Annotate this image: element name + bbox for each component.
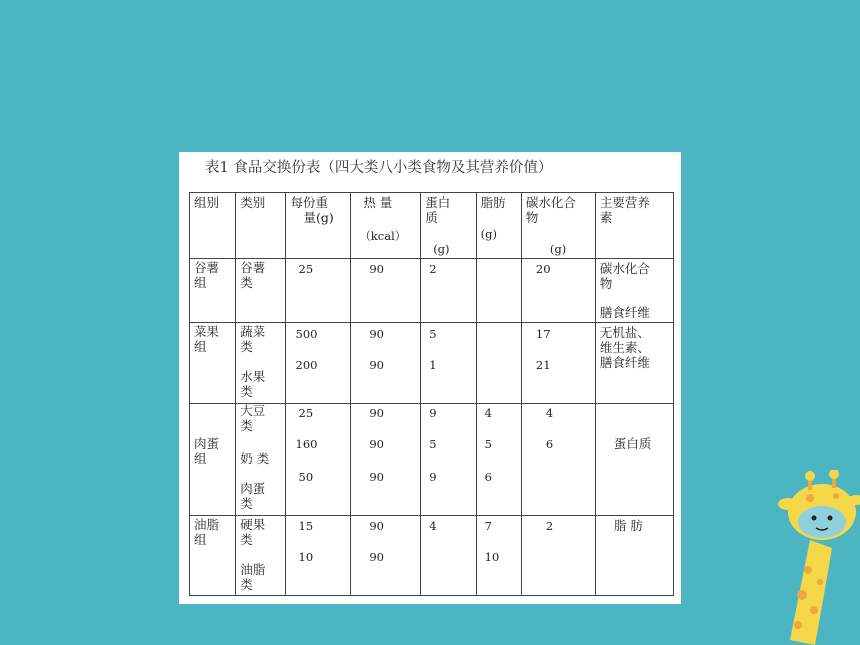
group-name-line2: 组 [194, 275, 207, 290]
carb-cell [521, 516, 595, 596]
header-category [236, 193, 285, 259]
group-cell [190, 516, 236, 596]
table-row [190, 404, 674, 516]
weight-value: 500 [295, 327, 318, 341]
header-protein [421, 193, 476, 259]
category-name-line2: 类 [240, 339, 253, 354]
table-caption: 表1 食品交换份表（四大类八小类食物及其营养价值） [205, 160, 553, 176]
category-name-line1: 蔬菜 [240, 324, 266, 339]
weight-value: 25 [298, 262, 314, 276]
fat-value: 4 [484, 406, 492, 420]
category-cell [236, 516, 285, 596]
group-name-line1: 油脂 [194, 517, 220, 532]
header-energy-line1: 热 量 [363, 195, 393, 210]
fat-value: 6 [484, 470, 492, 484]
header-energy [351, 193, 421, 259]
nutrient-cell [595, 516, 673, 596]
nutrient-line2: 物 [599, 276, 613, 291]
energy-value: 90 [369, 550, 384, 564]
fat-value: 5 [484, 437, 492, 451]
carb-value: 6 [545, 437, 554, 451]
header-fat-label: 脂肪 [480, 195, 506, 210]
nutrient-cell [595, 323, 673, 404]
category-name-line1: 谷薯 [240, 260, 266, 275]
energy-value: 90 [369, 327, 384, 341]
group-cell [190, 259, 236, 323]
header-nutrient-line1: 主要营养 [599, 195, 650, 210]
protein-cell [421, 516, 476, 596]
header-fat [476, 193, 521, 259]
weight-cell [285, 323, 351, 404]
protein-value: 5 [429, 437, 437, 451]
carb-cell [521, 323, 595, 404]
protein-cell [421, 323, 476, 404]
header-group-label: 组别 [194, 195, 220, 210]
food-exchange-table [189, 192, 674, 596]
header-weight-line2: 量(g) [303, 210, 334, 225]
carb-value: 2 [545, 519, 554, 533]
table-row [190, 259, 674, 323]
giraffe-head [788, 484, 856, 540]
header-protein-line1: 蛋白 [425, 195, 451, 210]
fat-cell [476, 323, 521, 404]
protein-cell [421, 404, 476, 516]
nutrient-line1: 碳水化合 [599, 261, 650, 276]
weight-value: 10 [298, 550, 314, 564]
energy-value: 90 [369, 437, 384, 451]
nutrient-line2: 维生素、 [599, 340, 650, 355]
weight-value: 50 [298, 470, 314, 484]
nutrient-line3: 膳食纤维 [599, 355, 650, 370]
category-name-line3: 水果 [240, 369, 266, 384]
weight-value: 200 [295, 358, 318, 372]
fat-cell [476, 404, 521, 516]
group-name-line2: 组 [194, 451, 207, 466]
nutrient-line1: 脂 肪 [613, 518, 643, 533]
giraffe-illustration [770, 470, 860, 645]
weight-value: 25 [298, 406, 314, 420]
energy-value: 90 [369, 519, 384, 533]
header-carb [521, 193, 595, 259]
protein-value: 4 [429, 519, 437, 533]
category-name-line5: 类 [240, 496, 253, 511]
fat-cell [476, 516, 521, 596]
document-image [179, 152, 681, 604]
fat-cell [476, 259, 521, 323]
header-nutrient-line2: 素 [599, 210, 613, 225]
category-name-line3: 奶 类 [240, 451, 270, 466]
carb-value: 20 [535, 262, 551, 276]
nutrient-line1: 蛋白质 [613, 436, 652, 451]
header-nutrient [595, 193, 673, 259]
group-cell [190, 323, 236, 404]
protein-cell [421, 259, 476, 323]
weight-cell [285, 516, 351, 596]
protein-value: 9 [429, 406, 437, 420]
energy-cell [351, 323, 421, 404]
energy-value: 90 [369, 262, 384, 276]
energy-value: 90 [369, 470, 384, 484]
energy-cell [351, 259, 421, 323]
giraffe-neck [790, 540, 832, 645]
protein-value: 5 [429, 327, 437, 341]
weight-cell [285, 404, 351, 516]
category-cell [236, 259, 285, 323]
header-category-label: 类别 [240, 195, 266, 210]
group-name-line2: 组 [194, 339, 207, 354]
protein-value: 2 [429, 262, 437, 276]
category-name-line1: 硬果 [240, 517, 266, 532]
group-name-line1: 谷薯 [194, 260, 220, 275]
carb-cell [521, 259, 595, 323]
category-name-line4: 类 [240, 577, 253, 592]
protein-value: 9 [429, 470, 437, 484]
category-name-line2: 类 [240, 418, 253, 433]
fat-value: 10 [484, 550, 500, 564]
header-carb-line1: 碳水化合 [525, 195, 576, 210]
carb-cell [521, 404, 595, 516]
category-name-line1: 大豆 [240, 403, 266, 418]
group-name-line1: 菜果 [194, 324, 220, 339]
category-cell [236, 323, 285, 404]
protein-value: 1 [429, 358, 437, 372]
fat-value: 7 [484, 519, 492, 533]
table-row [190, 323, 674, 404]
header-energy-line2: （kcal） [359, 229, 407, 243]
header-protein-unit: (g) [433, 242, 450, 256]
carb-value: 17 [535, 327, 551, 341]
weight-value: 15 [298, 519, 314, 533]
energy-cell [351, 404, 421, 516]
header-weight [285, 193, 351, 259]
energy-value: 90 [369, 406, 384, 420]
category-name-line4: 肉蛋 [240, 481, 266, 496]
category-name-line3: 油脂 [240, 562, 266, 577]
nutrient-line3: 膳食纤维 [599, 305, 650, 320]
header-group [190, 193, 236, 259]
carb-value: 4 [545, 406, 554, 420]
energy-value: 90 [369, 358, 384, 372]
weight-value: 160 [295, 437, 318, 451]
header-weight-line1: 每份重 [290, 195, 329, 210]
category-name-line4: 类 [240, 384, 253, 399]
energy-cell [351, 516, 421, 596]
group-cell [190, 404, 236, 516]
nutrient-cell [595, 404, 673, 516]
category-name-line2: 类 [240, 275, 253, 290]
nutrient-line1: 无机盐、 [599, 325, 650, 340]
header-fat-unit: (g) [480, 227, 498, 241]
category-cell [236, 404, 285, 516]
category-name-line2: 类 [240, 532, 253, 547]
header-row [190, 193, 674, 259]
carb-value: 21 [535, 358, 551, 372]
header-carb-unit: (g) [549, 242, 567, 256]
header-carb-line2: 物 [525, 210, 539, 225]
header-protein-line2: 质 [425, 210, 438, 225]
group-name-line2: 组 [194, 532, 207, 547]
nutrient-cell [595, 259, 673, 323]
table-row [190, 516, 674, 596]
weight-cell [285, 259, 351, 323]
group-name-line1: 肉蛋 [194, 436, 220, 451]
